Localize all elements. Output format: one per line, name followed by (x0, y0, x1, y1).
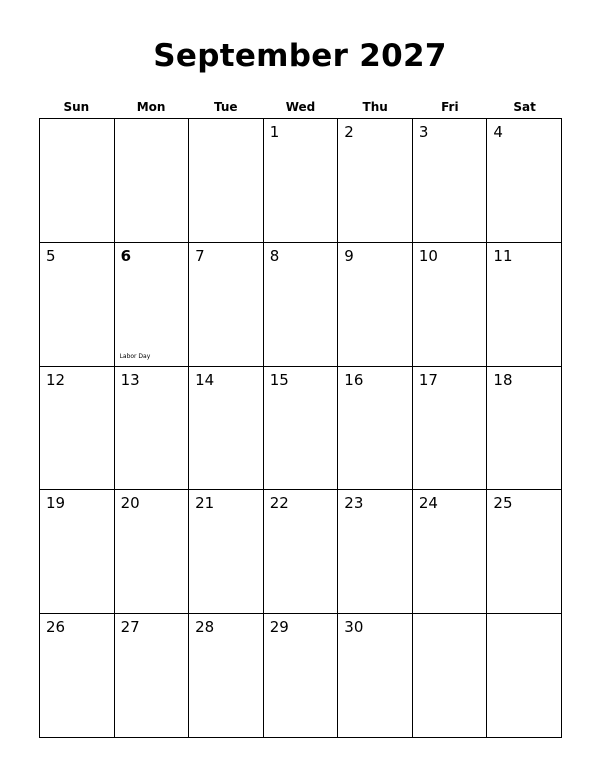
day-number: 30 (344, 618, 364, 637)
day-cell (264, 614, 339, 738)
day-number: 8 (269, 246, 280, 265)
day-cell (40, 490, 115, 614)
day-cell (189, 119, 264, 243)
day-number: 18 (493, 370, 513, 389)
day-cell (338, 490, 413, 614)
day-number: 17 (418, 370, 438, 389)
day-cell (413, 490, 488, 614)
day-cell (115, 367, 190, 491)
day-cell (189, 243, 264, 367)
day-number: 5 (46, 246, 56, 265)
day-cell (338, 119, 413, 243)
day-cell (264, 119, 339, 243)
day-cell (189, 490, 264, 614)
day-number: 7 (195, 246, 205, 265)
day-number: 4 (493, 123, 503, 141)
weekday-header-row (39, 98, 562, 116)
weekday-header: Sun (63, 100, 90, 114)
day-cell (264, 243, 339, 367)
weekday-header: Thu (362, 100, 388, 114)
day-number: 10 (418, 246, 438, 265)
calendar-title: September 2027 (153, 38, 447, 74)
day-number: 11 (493, 246, 513, 265)
day-number: 19 (46, 494, 66, 513)
day-number: 2 (344, 123, 354, 141)
day-number: 3 (418, 123, 429, 141)
day-cell (264, 490, 339, 614)
day-number: 20 (120, 494, 140, 513)
day-cell (115, 490, 190, 614)
day-cell (40, 614, 115, 738)
day-cell (487, 119, 562, 243)
day-number: 27 (120, 618, 140, 637)
day-cell (487, 243, 562, 367)
day-cell (487, 614, 562, 738)
weekday-header: Fri (441, 100, 459, 114)
weekday-header: Sat (513, 100, 536, 114)
day-number: 6 (120, 246, 131, 265)
day-number: 23 (344, 494, 364, 513)
day-number: 15 (269, 370, 289, 389)
day-number: 14 (195, 370, 215, 389)
day-number: 21 (195, 494, 215, 513)
day-cell (338, 367, 413, 491)
calendar-grid (39, 118, 562, 738)
day-number: 9 (344, 246, 354, 265)
day-number: 25 (493, 494, 513, 513)
day-number: 28 (195, 618, 215, 637)
day-cell (40, 119, 115, 243)
day-cell (115, 119, 190, 243)
day-cell (115, 243, 190, 367)
day-cell (40, 367, 115, 491)
day-cell (189, 614, 264, 738)
day-cell (264, 367, 339, 491)
day-number: 12 (46, 370, 66, 389)
day-cell (115, 614, 190, 738)
weekday-header: Mon (136, 100, 166, 114)
day-cell (413, 367, 488, 491)
day-cell (487, 490, 562, 614)
day-cell (40, 243, 115, 367)
day-cell (413, 243, 488, 367)
day-number: 24 (418, 494, 438, 513)
day-cell (338, 243, 413, 367)
weekday-header: Wed (285, 100, 316, 114)
day-number: 22 (269, 494, 289, 513)
day-number: 1 (269, 123, 280, 141)
weekday-header: Tue (213, 100, 238, 114)
day-cell (413, 119, 488, 243)
day-cell (189, 367, 264, 491)
day-cell (338, 614, 413, 738)
day-number: 29 (269, 618, 289, 637)
day-cell (487, 367, 562, 491)
day-number: 26 (46, 618, 66, 637)
day-number: 16 (344, 370, 364, 389)
day-cell (413, 614, 488, 738)
day-number: 13 (120, 370, 140, 389)
holiday-event-label: Labor Day (119, 352, 151, 360)
